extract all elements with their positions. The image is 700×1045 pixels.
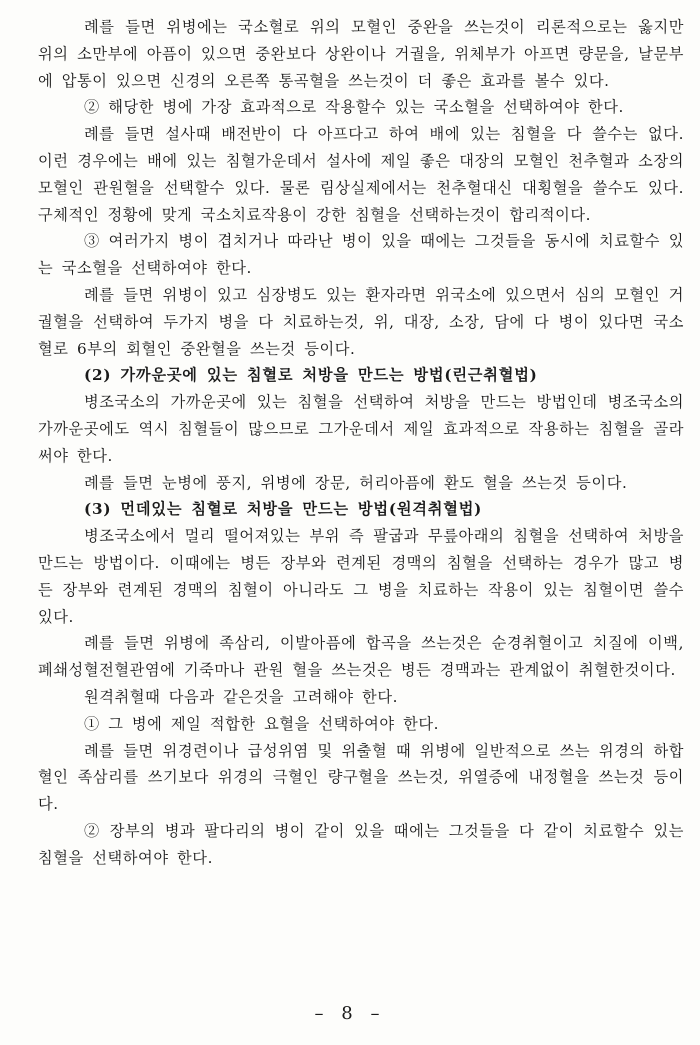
paragraph: 례를 들면 위병이 있고 심장병도 있는 환자라면 위국소에 있으면서 심의 모혈인 거궐혈을 선택하여 두가지 병을 다 치료하는것, 위, 대장, 소장, 담에 다 병이 있다면 국소혈로 6부의 회혈인 중완혈을 쓰는것 등이다. bbox=[38, 285, 684, 358]
body-text bbox=[38, 14, 684, 872]
paragraph: 병조국소에서 멀리 떨어져있는 부위 즉 팔굽과 무릎아래의 침혈을 선택하여 처방을 만드는 방법이다. 이때에는 병든 장부와 련계된 경맥의 침혈을 선택하는 경우가 많고 병든 장부와 련계된 경맥의 침혈이 아니라도 그 병을 치료하는 작용이 있는 침혈이면 쓸수 있다. bbox=[38, 527, 684, 626]
paragraph: 례를 들면 위경련이나 급성위염 및 위출혈 때 위병에 일반적으로 쓰는 위경의 하합혈인 족삼리를 쓰기보다 위경의 극혈인 량구혈을 쓰는것, 위열증에 내정혈을 쓰는것 등이다. bbox=[38, 741, 684, 814]
paragraph: ① 그 병에 제일 적합한 요혈을 선택하여야 한다. bbox=[84, 714, 440, 733]
paragraph: 례를 들면 위병에는 국소혈로 위의 모혈인 중완을 쓰는것이 리론적으로는 옳지만 위의 소만부에 아픔이 있으면 중완보다 상완이나 거궐을, 위체부가 아프면 량문을, 날문부에 압통이 있으면 신경의 오른쪽 통곡혈을 쓰는것이 더 좋은 효과를 볼수 있다. bbox=[38, 18, 684, 90]
page-number: – 8 – bbox=[314, 1003, 386, 1024]
section-heading: (3) 먼데있는 침혈로 처방을 만드는 방법(원격취혈법) bbox=[84, 500, 483, 519]
paragraph: 원격취혈때 다음과 같은것을 고려해야 한다. bbox=[84, 687, 399, 706]
paragraph: 례를 들면 설사때 배전반이 다 아프다고 하여 배에 있는 침혈을 다 쓸수는 없다. 이런 경우에는 배에 있는 침혈가운데서 설사에 제일 좋은 대장의 모혈인 천추혈과 소장의 모혈인 관원혈을 선택할수 있다. 물론 림상실제에서는 천추혈대신 대횡혈을 쓸수도 있다. 구체적인 정황에 맞게 국소치료작용이 강한 침혈을 선택하는것이 합리적이다. bbox=[38, 125, 684, 224]
paragraph: 례를 들면 위병에 족삼리, 이발아픔에 합곡을 쓰는것은 순경취혈이고 치질에 이백, 폐쇄성혈전혈관염에 기죽마나 관원 혈을 쓰는것은 병든 경맥과는 관계없이 취혈한것이다. bbox=[38, 634, 684, 680]
paragraph: 병조국소의 가까운곳에 있는 침혈을 선택하여 처방을 만드는 방법인데 병조국소의 가까운곳에도 역시 침혈들이 많으므로 그가운데서 제일 효과적으로 작용하는 침혈을 골라써야 한다. bbox=[38, 393, 684, 465]
paragraph: ② 장부의 병과 팔다리의 병이 같이 있을 때에는 그것들을 다 같이 치료할수 있는 침혈을 선택하여야 한다. bbox=[38, 821, 684, 867]
paragraph: ② 해당한 병에 가장 효과적으로 작용할수 있는 국소혈을 선택하여야 한다. bbox=[84, 98, 624, 117]
section-heading: (2) 가까운곳에 있는 침혈로 처방을 만드는 방법(린근취혈법) bbox=[84, 366, 538, 385]
paragraph: ③ 여러가지 병이 겹치거나 따라난 병이 있을 때에는 그것들을 동시에 치료할수 있는 국소혈을 선택하여야 한다. bbox=[38, 232, 684, 278]
paragraph: 례를 들면 눈병에 풍지, 위병에 장문, 허리아픔에 환도 혈을 쓰는것 등이다. bbox=[84, 473, 628, 492]
